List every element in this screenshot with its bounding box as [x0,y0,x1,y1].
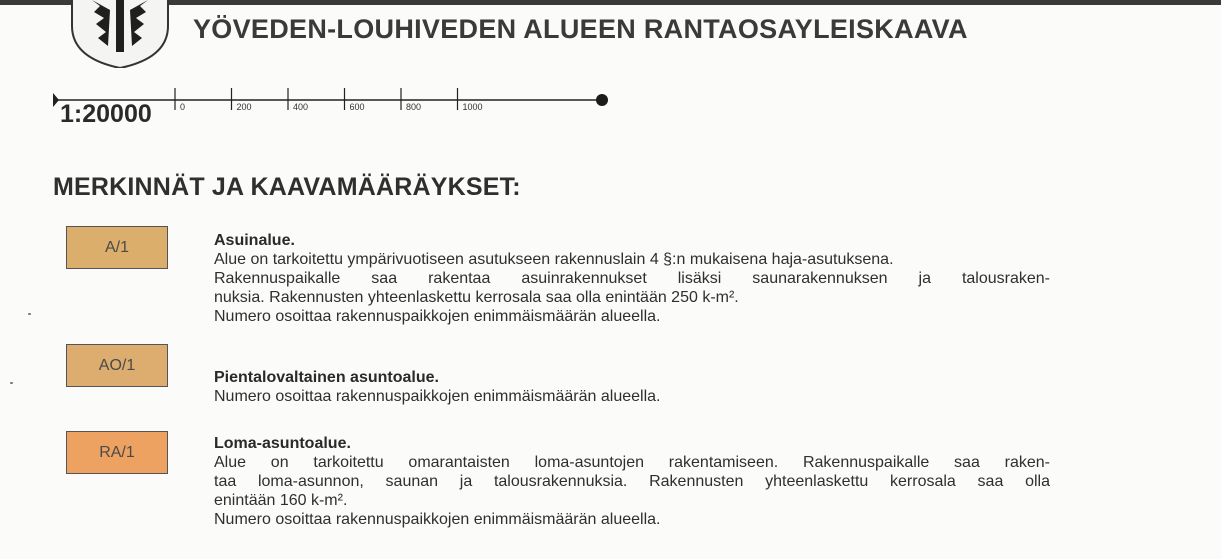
legend-entry-description [214,250,1074,326]
description-line: Rakennuspaikalle saa rakentaa asuinrakennukset lisäksi saunarakennuksen ja talousraken- [214,270,1050,287]
legend-entry-name: Asuinalue. [214,232,295,249]
description-line: Numero osoittaa rakennuspaikkojen enimmäismäärän alueella. [214,511,661,528]
scale-tick-label: 600 [349,102,365,112]
scale-tick-label: 200 [236,102,252,112]
legend-swatch-a [66,226,168,269]
scan-speck [10,382,13,384]
section-title: MERKINNÄT JA KAAVAMÄÄRÄYKSET: [53,173,521,201]
coat-of-arms-icon [70,0,170,68]
legend-entry-ao [214,368,1074,406]
top-edge-bar [0,0,1221,5]
legend-entry-a [214,231,1074,326]
legend-entry-ra [214,434,1074,529]
scale-tick-label: 1000 [462,102,483,112]
legend-code: RA/1 [99,443,135,461]
scale-tick-label: 800 [406,102,422,112]
description-line: Alue on tarkoitettu omarantaisten loma-asuntojen rakentamiseen. Rakennuspaikalle saa raken- [214,454,1050,471]
legend-code: AO/1 [98,356,136,374]
legend-swatch-ra [66,431,168,474]
description-line: Numero osoittaa rakennuspaikkojen enimmäismäärän alueella. [214,388,661,405]
scale-tick-label: 0 [180,102,186,112]
description-line: enintään 160 k-m². [214,492,348,509]
description-line: Alue on tarkoitettu ympärivuotiseen asutukseen rakennuslain 4 §:n mukaisena haja-asutuksena. [214,251,894,268]
description-line: Numero osoittaa rakennuspaikkojen enimmäismäärän alueella. [214,308,661,325]
scale-label: 1:20000 [60,100,152,128]
plan-title: YÖVEDEN-LOUHIVEDEN ALUEEN RANTAOSAYLEISKAAVA [193,14,968,44]
description-line: nuksia. Rakennusten yhteenlaskettu kerrosala saa olla enintään 250 k-m². [214,289,739,306]
scale-tick-label: 400 [293,102,309,112]
legend-entry-name: Pientalovaltainen asuntoalue. [214,369,439,386]
description-line: taa loma-asunnon, saunan ja talousrakennuksia. Rakennusten yhteenlaskettu kerrosala saa olla [214,473,1050,490]
legend-entry-name: Loma-asuntoalue. [214,435,351,452]
legend-entry-description [214,453,1074,529]
legend-swatch-ao [66,344,168,387]
legend-code: A/1 [104,238,129,256]
scan-speck [28,313,31,315]
legend-entry-description [214,387,1074,406]
